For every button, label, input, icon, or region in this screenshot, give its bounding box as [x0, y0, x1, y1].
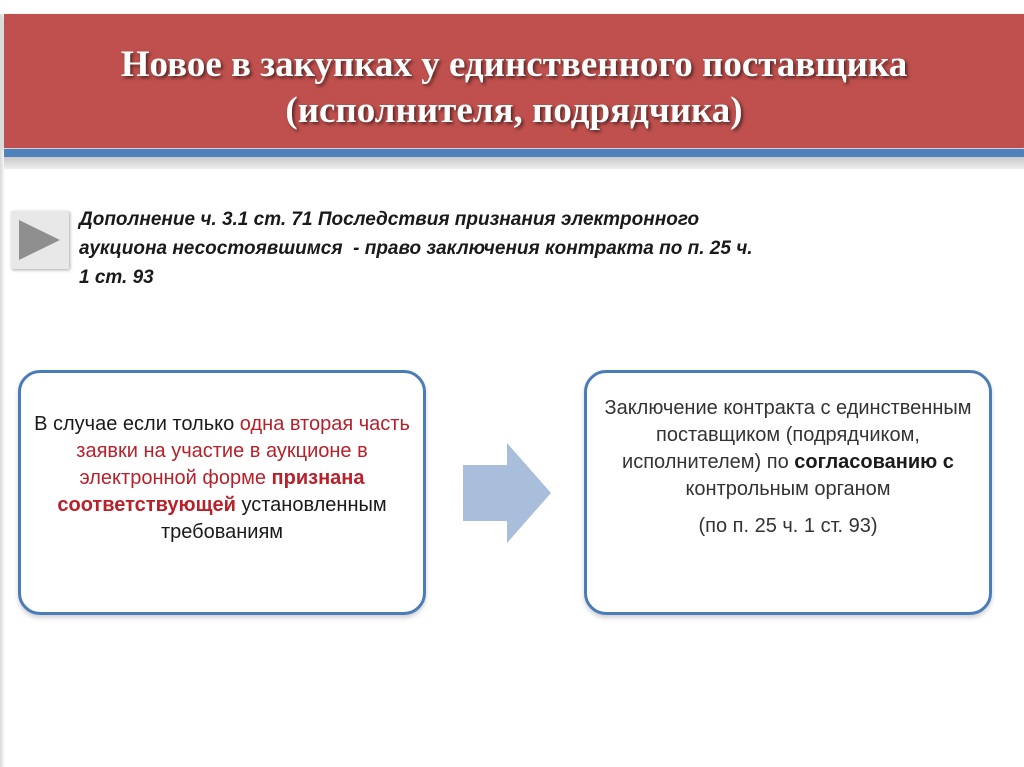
intro-text [79, 205, 1004, 292]
play-triangle-icon [11, 211, 69, 269]
condition-text-bold: признана соответствующей [57, 467, 365, 516]
intro-line2: аукциона несостоявшимся - право заключения контракта по п. 25 ч. [79, 238, 753, 259]
shadow-stripe [4, 157, 1024, 169]
slide-title-line1: Новое в закупках у единственного поставщика [120, 44, 908, 85]
result-text-bold: согласованию с [794, 451, 954, 473]
intro-line1: Дополнение ч. 3.1 ст. 71 Последствия признания электронного [79, 209, 700, 230]
condition-text-intro: В случае если только [34, 413, 240, 435]
right-arrow-icon [463, 443, 551, 548]
title-banner [4, 14, 1024, 148]
intro-line3: 1 ст. 93 [79, 267, 154, 288]
condition-text-highlight: одна вторая часть заявки на участие в аукционе в электронной форме [76, 413, 410, 489]
result-reference: (по п. 25 ч. 1 ст. 93) [698, 515, 878, 537]
accent-stripe [4, 149, 1024, 157]
slide-title [4, 42, 1024, 134]
result-box [584, 370, 992, 615]
condition-box [18, 370, 426, 615]
slide-title-line2: (исполнителя, подрядчика) [285, 90, 743, 131]
condition-text-end: установленным требованиям [160, 494, 387, 543]
result-text-intro: Заключение контракта с единственным поставщиком (подрядчиком, исполнителем) по [604, 397, 972, 473]
result-text-end: контрольным органом [685, 478, 891, 500]
